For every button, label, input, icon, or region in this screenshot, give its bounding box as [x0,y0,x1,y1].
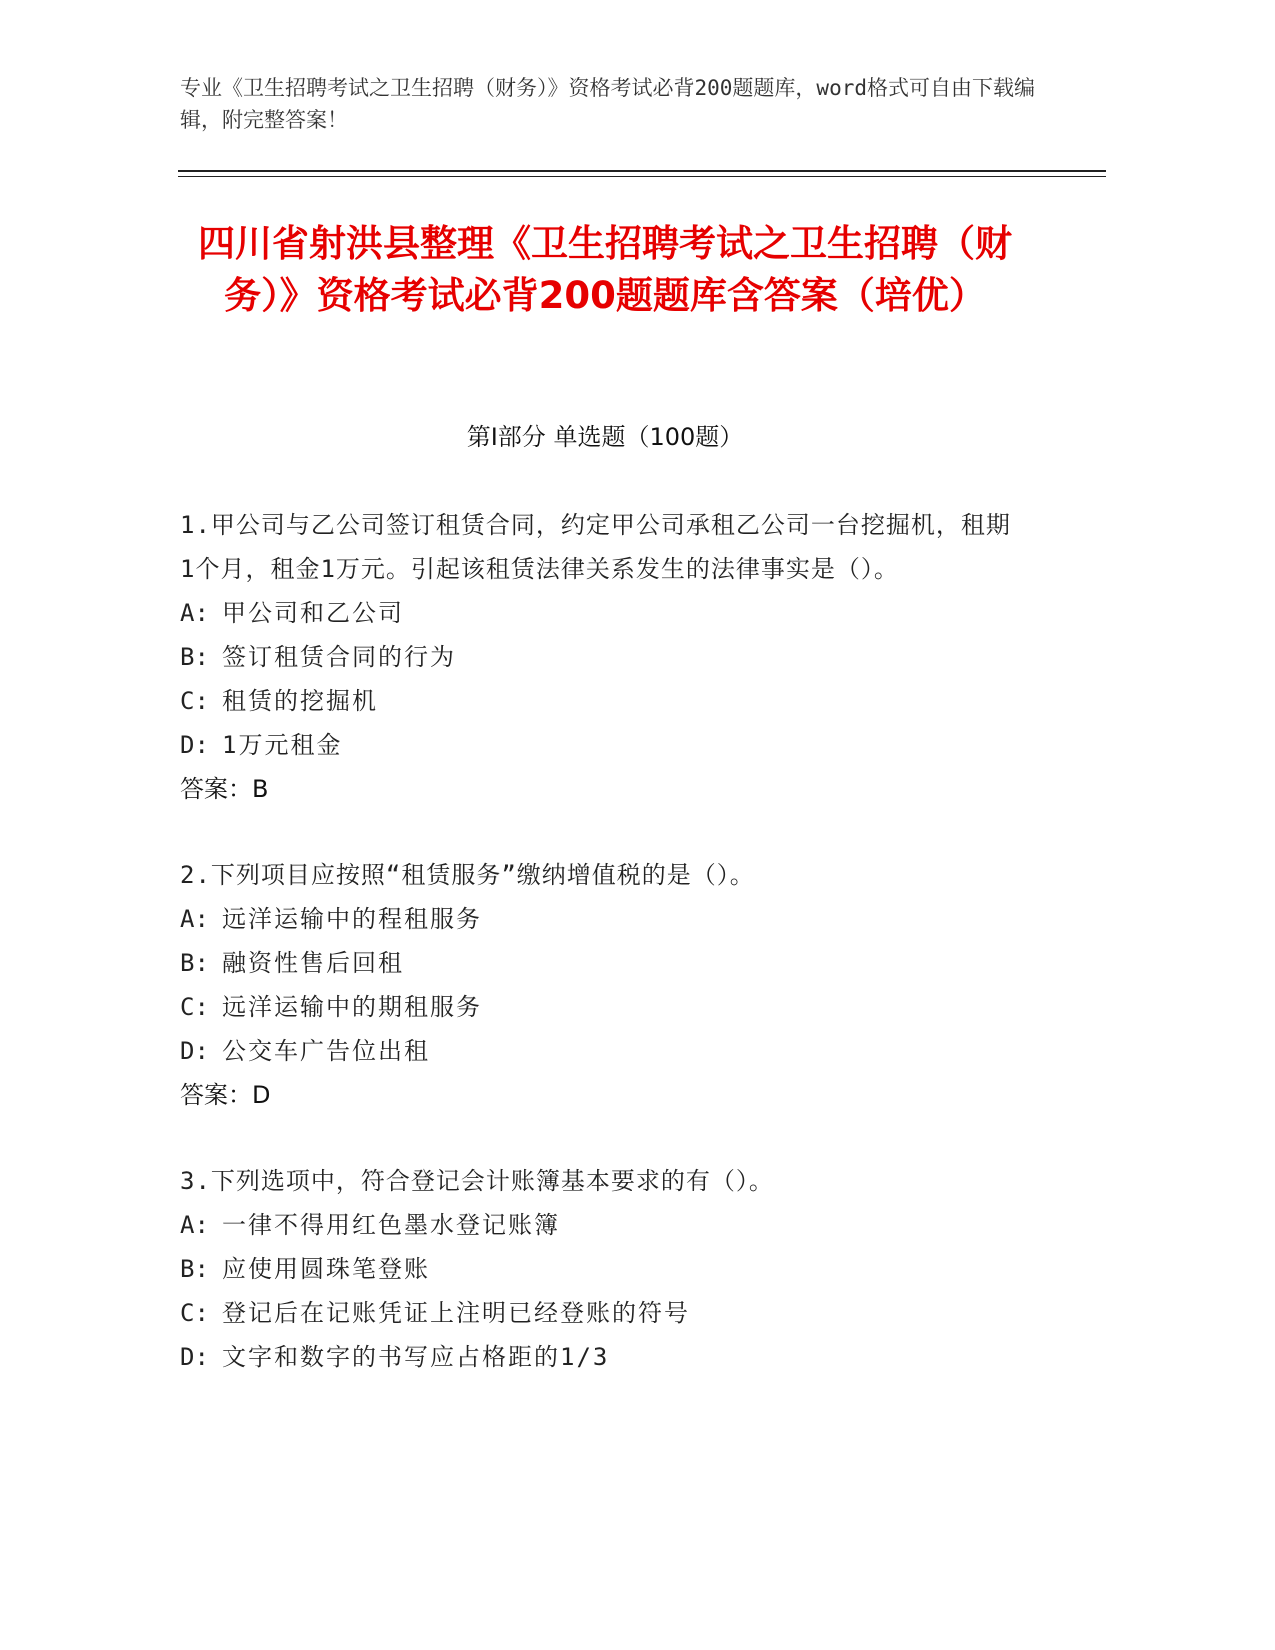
option-text: 公交车广告位出租 [222,1037,430,1065]
question-stem: 1.甲公司与乙公司签订租赁合同，约定甲公司承租乙公司一台挖掘机，租期1个月，租金1万元。引起该租赁法律关系发生的法律事实是（）。 [180,511,1011,583]
question-list [180,503,1020,1421]
header-note: 专业《卫生招聘考试之卫生招聘（财务）》资格考试必背200题题库，word格式可自由下载编辑，附完整答案！ [180,76,1035,132]
option-letter: D: [180,731,209,759]
question-stem: 2.下列项目应按照“租赁服务”缴纳增值税的是（）。 [180,861,755,889]
option-letter: C: [180,993,209,1021]
option-a [180,1203,1020,1247]
option-letter: B: [180,949,209,977]
option-letter: A: [180,599,209,627]
option-text: 远洋运输中的期租服务 [222,993,482,1021]
option-a [180,897,1020,941]
option-text: 文字和数字的书写应占格距的1/3 [222,1343,610,1371]
header-rule-thin [178,176,1106,177]
option-text: 签订租赁合同的行为 [222,643,456,671]
answer-line: 答案：B [180,775,269,803]
option-c [180,1291,1020,1335]
answer-line: 答案：D [180,1081,271,1109]
question-2 [180,853,1020,1117]
section-title: 第Ⅰ部分 单选题（100题） [466,423,744,451]
option-letter: A: [180,905,209,933]
option-text: 租赁的挖掘机 [222,687,378,715]
option-letter: B: [180,1255,209,1283]
option-d [180,1335,1020,1379]
option-text: 甲公司和乙公司 [222,599,404,627]
question-3 [180,1159,1020,1379]
option-text: 融资性售后回租 [222,949,404,977]
option-text: 登记后在记账凭证上注明已经登账的符号 [222,1299,690,1327]
option-letter: B: [180,643,209,671]
question-1 [180,503,1020,811]
option-b [180,635,1020,679]
option-b [180,941,1020,985]
option-c [180,679,1020,723]
header-rule-thick [178,170,1106,172]
option-text: 1万元租金 [222,731,343,759]
option-letter: C: [180,687,209,715]
question-stem: 3.下列选项中，符合登记会计账簿基本要求的有（）。 [180,1167,774,1195]
option-text: 远洋运输中的程租服务 [222,905,482,933]
option-letter: C: [180,1299,209,1327]
option-text: 一律不得用红色墨水登记账簿 [222,1211,560,1239]
option-text: 应使用圆珠笔登账 [222,1255,430,1283]
option-b [180,1247,1020,1291]
option-d [180,723,1020,767]
option-d [180,1029,1020,1073]
option-letter: A: [180,1211,209,1239]
option-letter: D: [180,1037,209,1065]
document-title: 四川省射洪县整理《卫生招聘考试之卫生招聘（财务）》资格考试必背200题题库含答案（培优） [198,222,1012,317]
option-c [180,985,1020,1029]
option-letter: D: [180,1343,209,1371]
option-a [180,591,1020,635]
